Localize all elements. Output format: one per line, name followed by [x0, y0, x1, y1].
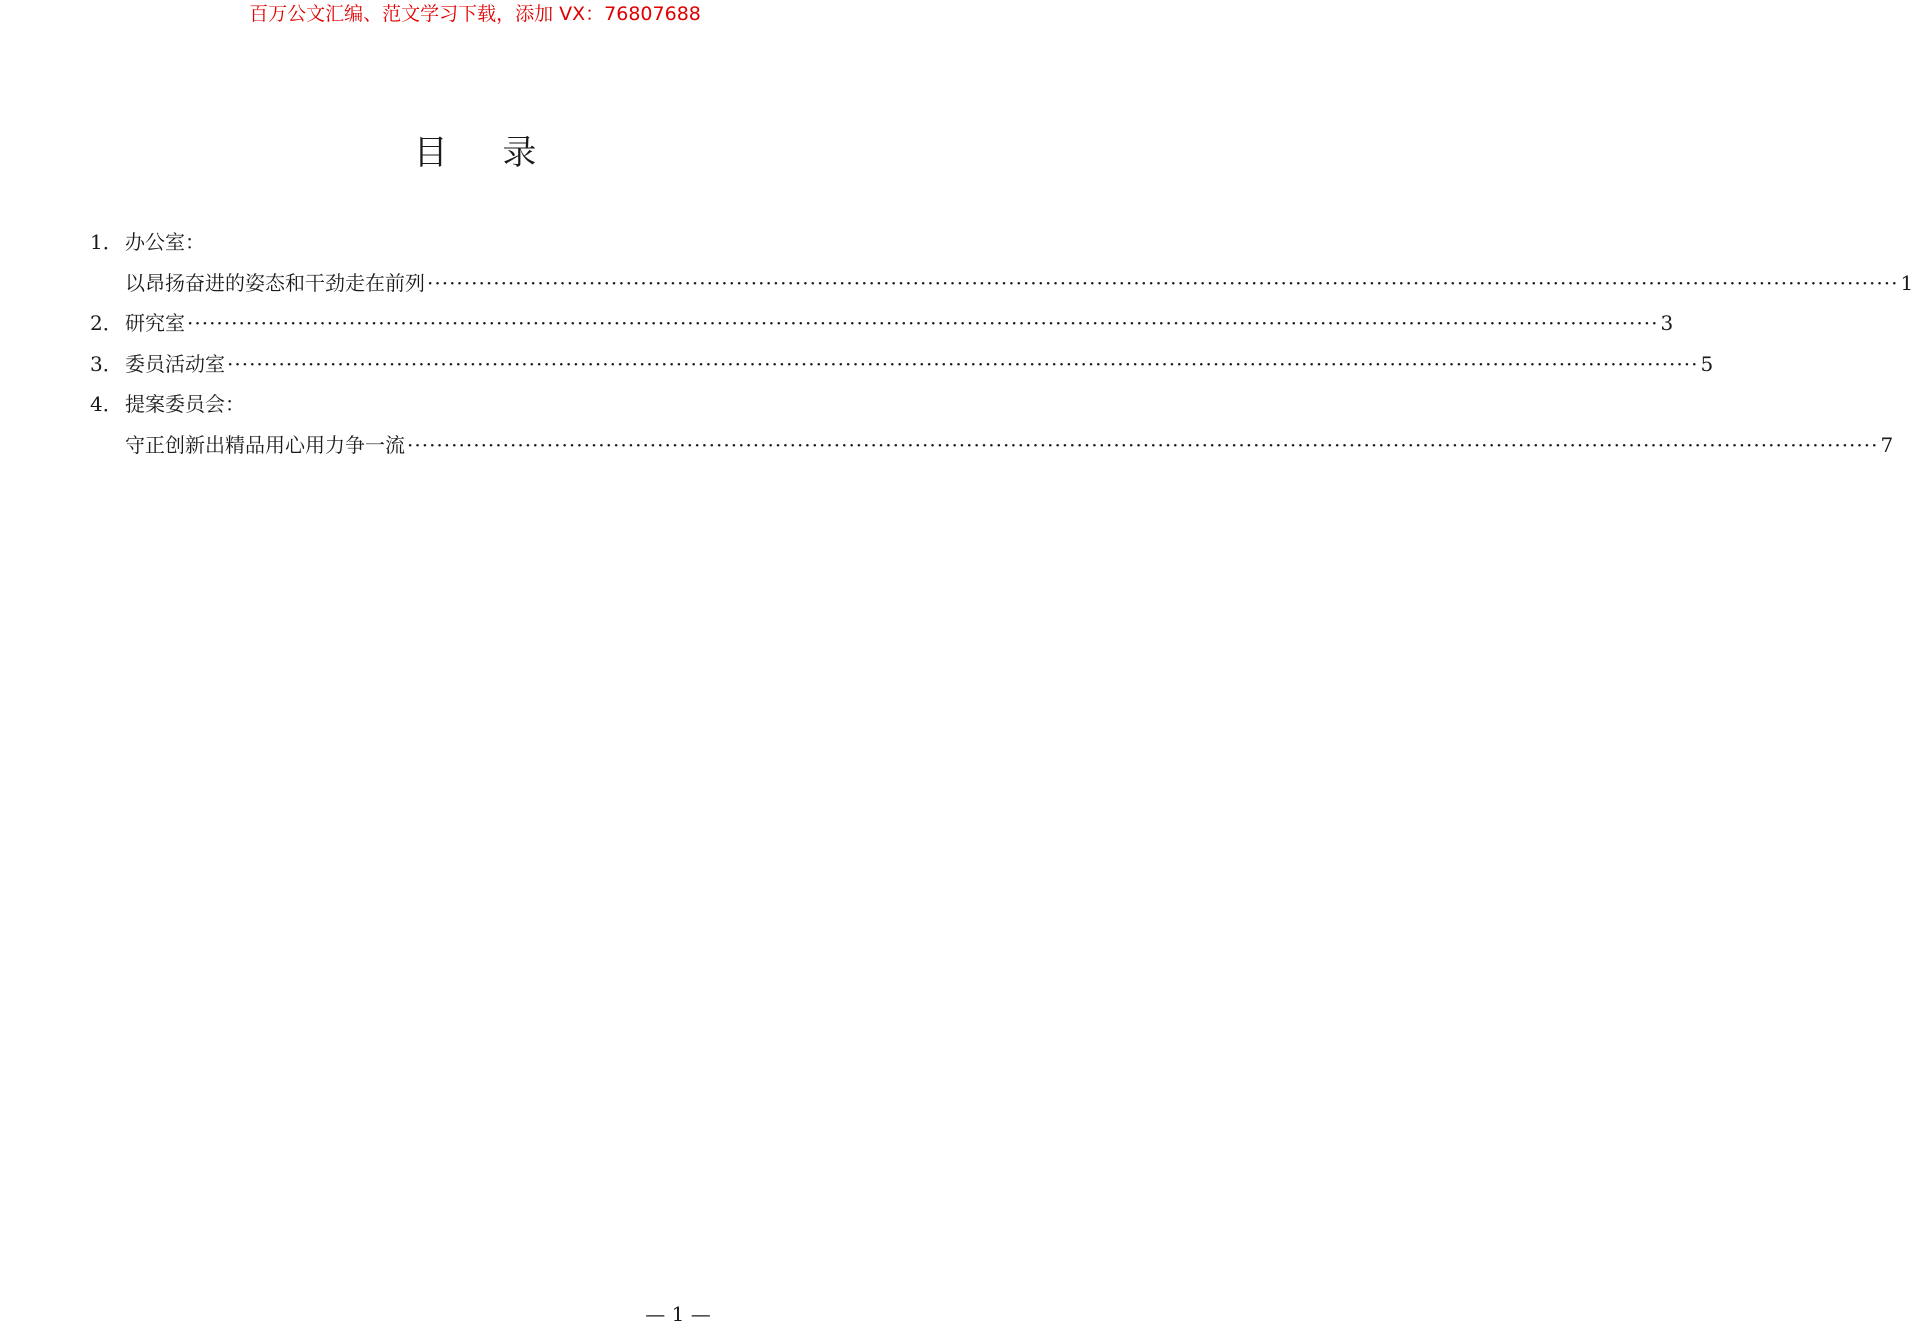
- toc-entry-heading: 办公室：: [125, 230, 205, 254]
- watermark-header: 百万公文汇编、范文学习下载，添加 VX：76807688: [249, 3, 701, 25]
- toc-entry-4-subtitle-row[interactable]: [90, 425, 1894, 466]
- toc-page-number: 5: [1700, 351, 1714, 376]
- toc-dot-leader: ········································································································································································································: [227, 351, 1699, 376]
- toc-entry-subtitle: 以昂扬奋进的姿态和干劲走在前列: [125, 270, 425, 295]
- toc-entry-heading: 研究室: [125, 311, 185, 335]
- table-of-contents: [90, 222, 1913, 465]
- toc-page-number: 3: [1660, 311, 1674, 335]
- toc-title: 目 录: [413, 133, 559, 173]
- page-number: — 1 —: [645, 1302, 711, 1326]
- toc-dot-leader: ········································································································································································································: [187, 311, 1659, 335]
- toc-entry-number: 4．: [90, 392, 123, 416]
- toc-dot-leader: ········································································································································································································: [427, 270, 1899, 295]
- toc-entry-1-heading-row: [90, 222, 860, 263]
- toc-entry-number: 1．: [90, 230, 123, 254]
- toc-page-number: 1: [1900, 270, 1913, 295]
- toc-dot-leader: ········································································································································································································: [407, 432, 1879, 457]
- toc-entry-4-heading-row: [90, 384, 860, 425]
- toc-entry-2-row[interactable]: [90, 303, 1674, 344]
- toc-entry-number: 3．: [90, 351, 123, 376]
- toc-entry-1-subtitle-row[interactable]: [90, 263, 1913, 304]
- toc-entry-heading: 委员活动室: [125, 351, 225, 376]
- toc-entry-heading: 提案委员会：: [125, 392, 245, 416]
- toc-entry-3-row[interactable]: [90, 344, 1714, 385]
- toc-entry-number: 2．: [90, 311, 123, 335]
- toc-entry-subtitle: 守正创新出精品用心用力争一流: [125, 432, 405, 457]
- toc-page-number: 7: [1880, 432, 1894, 457]
